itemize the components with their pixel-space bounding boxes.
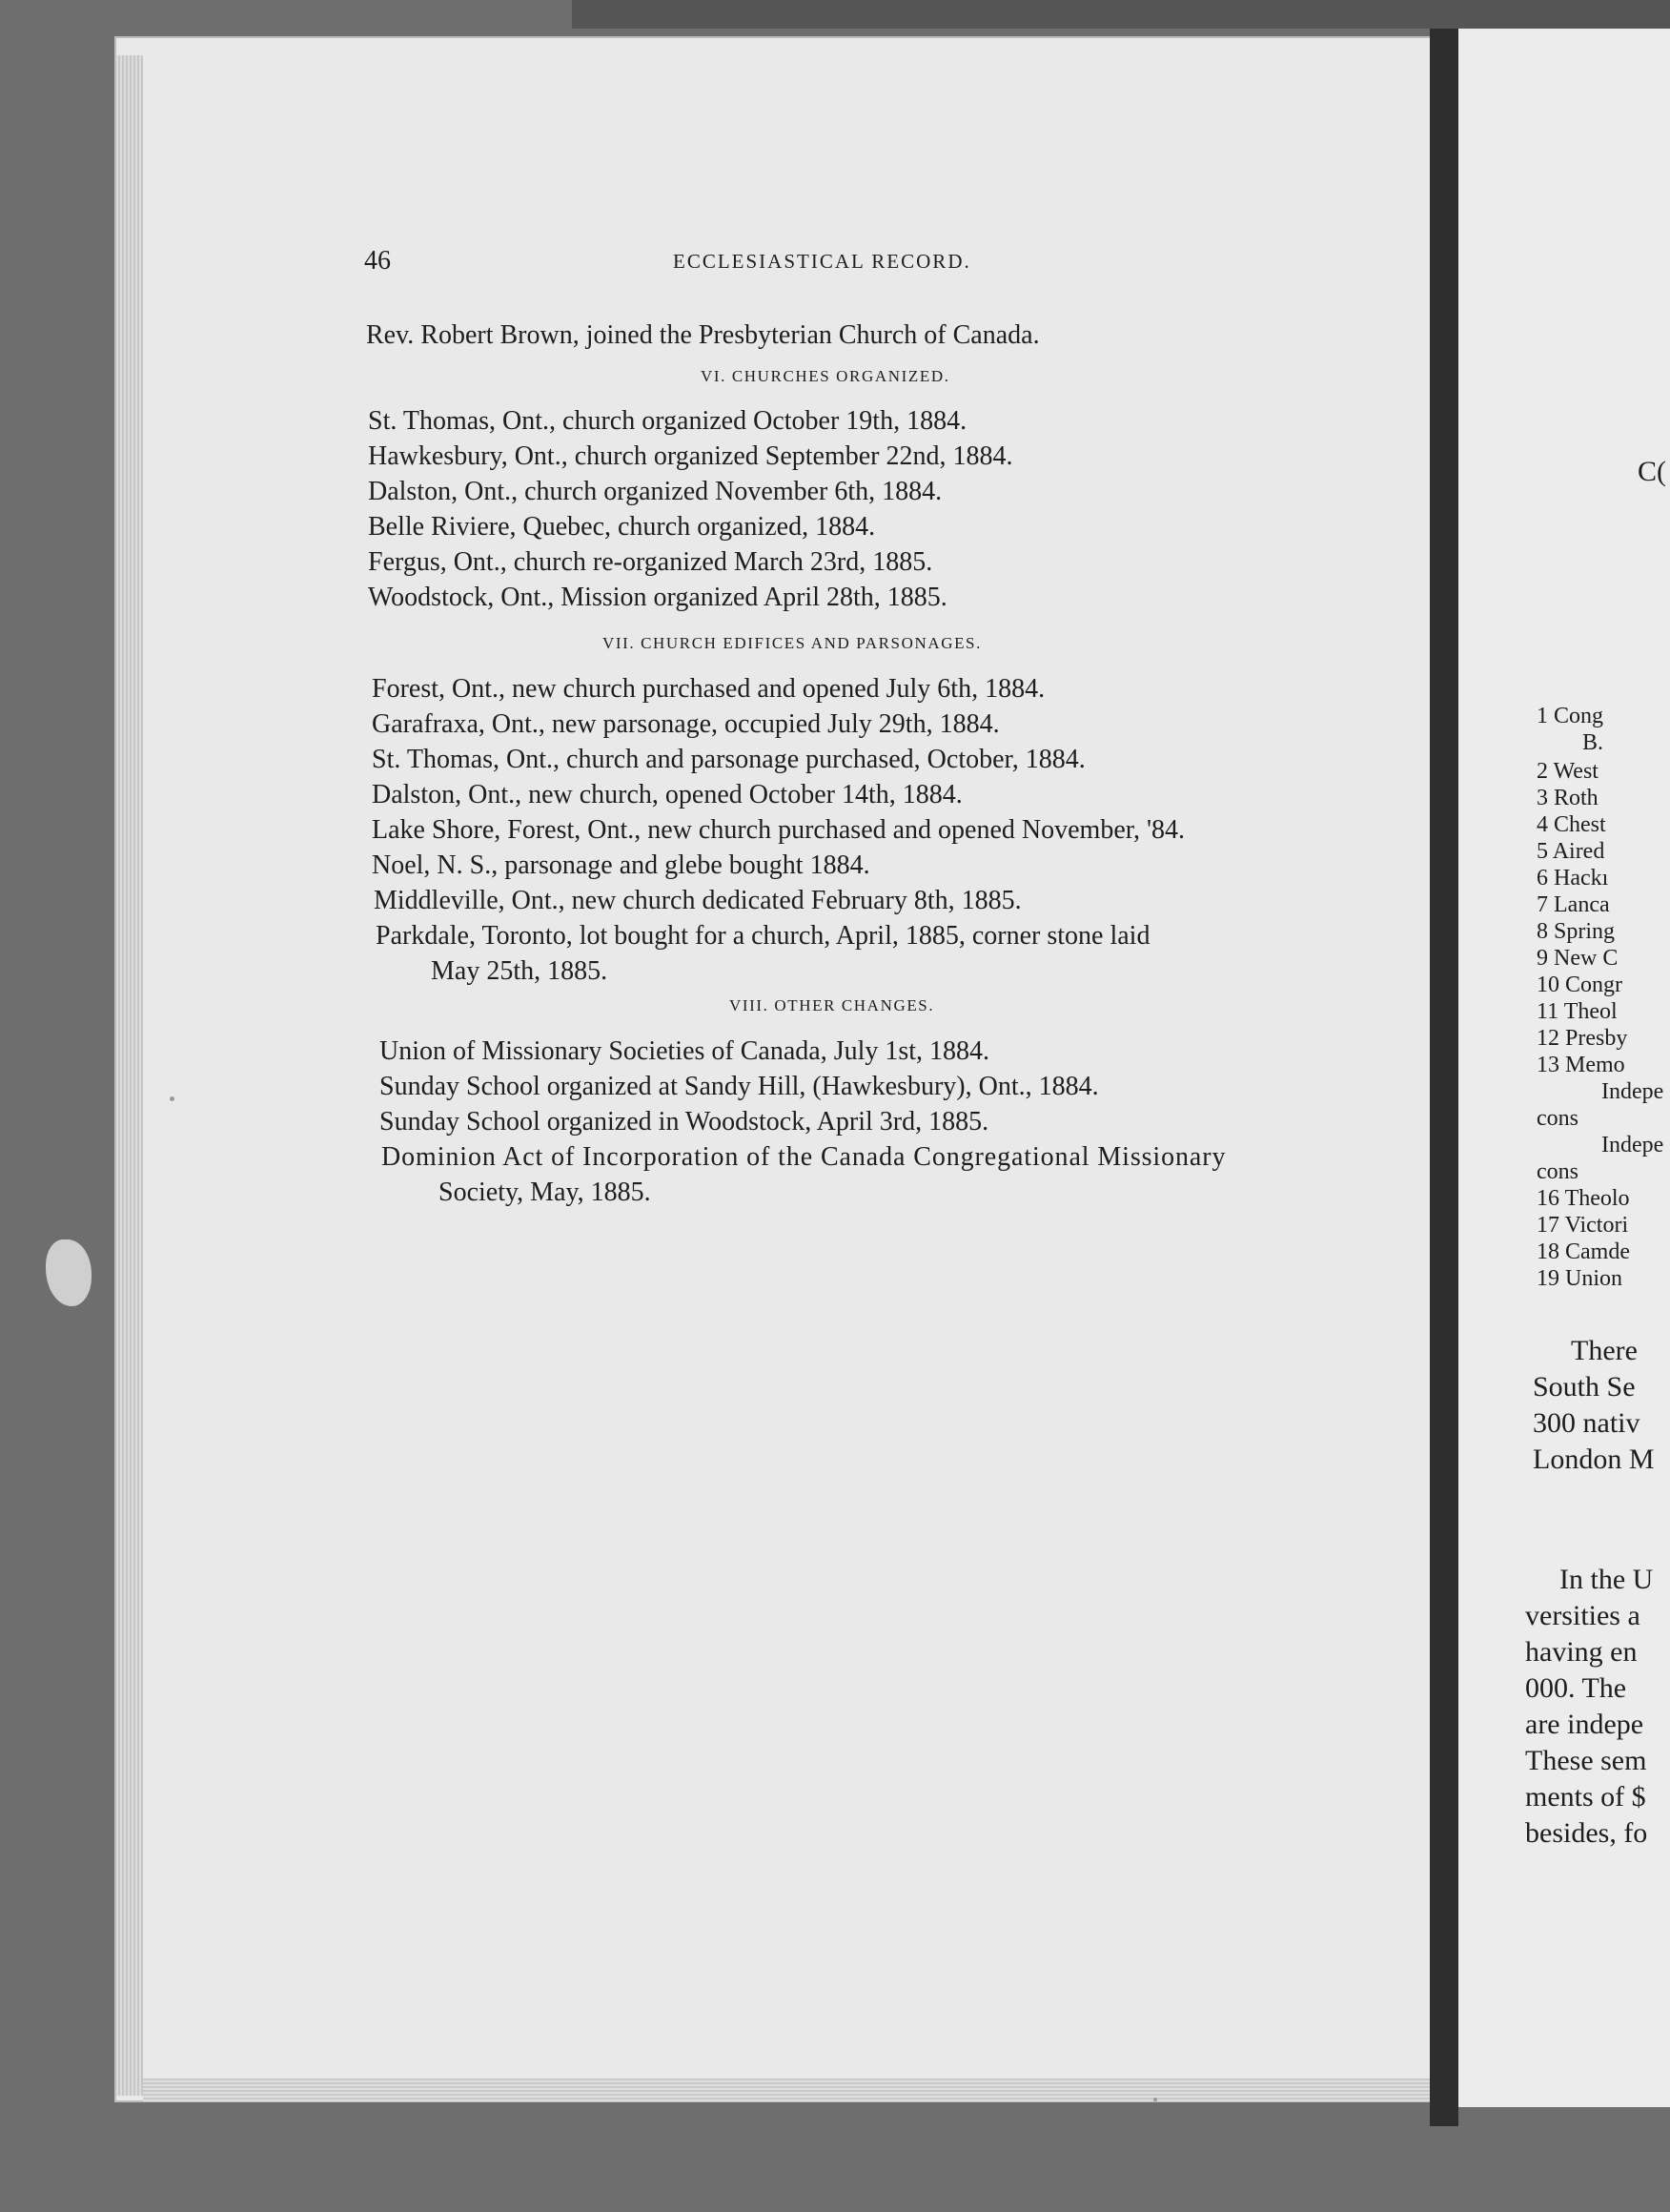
list-number: 4 bbox=[1537, 812, 1548, 837]
scan-top-shadow bbox=[572, 0, 1670, 29]
dust-speck bbox=[1153, 2098, 1157, 2101]
right-list-item bbox=[1537, 1186, 1630, 1212]
list-text: Memo bbox=[1565, 1053, 1625, 1077]
right-list-item bbox=[1537, 1239, 1630, 1265]
left-page-stacked-edges bbox=[116, 55, 143, 2096]
list-item-continuation: Society, May, 1885. bbox=[438, 1178, 651, 1207]
right-paragraph-line: versities a bbox=[1525, 1600, 1640, 1631]
list-text: Indepe bbox=[1601, 1133, 1664, 1157]
right-paragraph-line: 000. The bbox=[1525, 1672, 1627, 1704]
right-list-item bbox=[1537, 892, 1610, 918]
right-list-item bbox=[1537, 812, 1606, 838]
right-paragraph-line: are indepe bbox=[1525, 1709, 1644, 1740]
right-list-item bbox=[1537, 1106, 1578, 1132]
right-paragraph-line: In the U bbox=[1559, 1564, 1654, 1595]
list-text: Spring bbox=[1554, 919, 1616, 944]
right-paragraph-line: 300 nativ bbox=[1533, 1407, 1640, 1439]
right-paragraph-line: besides, fo bbox=[1525, 1817, 1648, 1849]
right-list-item bbox=[1537, 1053, 1625, 1078]
list-text: Congr bbox=[1565, 973, 1622, 997]
list-item: Sunday School organized in Woodstock, April 3rd, 1885. bbox=[379, 1107, 989, 1137]
right-list-item bbox=[1601, 1079, 1663, 1105]
list-text: Roth bbox=[1554, 786, 1599, 810]
list-item: Garafraxa, Ont., new parsonage, occupied July 29th, 1884. bbox=[372, 709, 1000, 739]
list-number: 9 bbox=[1537, 946, 1548, 971]
list-text: Lanca bbox=[1554, 892, 1610, 917]
section-heading-viii: VIII. OTHER CHANGES. bbox=[729, 996, 935, 1014]
right-paragraph-line: London M bbox=[1533, 1444, 1655, 1475]
right-list-item bbox=[1537, 839, 1604, 865]
list-text: Union bbox=[1565, 1266, 1622, 1291]
list-number: 8 bbox=[1537, 919, 1548, 944]
right-list-item bbox=[1537, 999, 1618, 1025]
list-item: Hawkesbury, Ont., church organized September 22nd, 1884. bbox=[368, 441, 1013, 471]
list-number: 3 bbox=[1537, 786, 1548, 810]
right-list-item bbox=[1537, 1213, 1628, 1239]
list-number: 12 bbox=[1537, 1026, 1559, 1051]
list-text: Hackı bbox=[1554, 866, 1609, 891]
list-number: 18 bbox=[1537, 1239, 1559, 1264]
list-text: Theol bbox=[1563, 999, 1618, 1024]
list-text: Camde bbox=[1565, 1239, 1630, 1264]
list-item: Forest, Ont., new church purchased and opened July 6th, 1884. bbox=[372, 674, 1046, 704]
list-text: Cong bbox=[1554, 704, 1604, 728]
list-number: 16 bbox=[1537, 1186, 1559, 1211]
right-list-item bbox=[1537, 1159, 1578, 1185]
section-heading-vii: VII. CHURCH EDIFICES AND PARSONAGES. bbox=[602, 634, 982, 652]
list-text: B. bbox=[1582, 730, 1604, 755]
list-text: cons bbox=[1537, 1106, 1578, 1131]
list-item: Union of Missionary Societies of Canada, July 1st, 1884. bbox=[379, 1036, 990, 1066]
list-number: 13 bbox=[1537, 1053, 1559, 1077]
right-paragraph-line: having en bbox=[1525, 1636, 1638, 1668]
list-text: Theolo bbox=[1564, 1186, 1630, 1211]
list-number: 6 bbox=[1537, 866, 1548, 891]
right-list-item bbox=[1537, 866, 1608, 891]
list-item: St. Thomas, Ont., church and parsonage purchased, October, 1884. bbox=[372, 745, 1086, 774]
list-number: 19 bbox=[1537, 1266, 1559, 1291]
list-item: Middleville, Ont., new church dedicated February 8th, 1885. bbox=[374, 886, 1022, 915]
list-item: Dominion Act of Incorporation of the Canada Congregational Missionary bbox=[381, 1142, 1227, 1172]
list-item: Lake Shore, Forest, Ont., new church purchased and opened November, '84. bbox=[372, 815, 1186, 845]
right-list-item bbox=[1537, 1026, 1627, 1052]
list-number: 17 bbox=[1537, 1213, 1559, 1238]
page-number: 46 bbox=[364, 246, 391, 276]
right-list-item bbox=[1537, 759, 1599, 785]
list-item: Noel, N. S., parsonage and glebe bought 1884. bbox=[372, 850, 870, 880]
right-heading-fragment: C( bbox=[1638, 456, 1666, 487]
right-list-item bbox=[1582, 730, 1603, 756]
list-item: Sunday School organized at Sandy Hill, (Hawkesbury), Ont., 1884. bbox=[379, 1072, 1099, 1101]
list-text: Aired bbox=[1552, 839, 1605, 864]
running-head: ECCLESIASTICAL RECORD. bbox=[673, 250, 971, 273]
list-item: Woodstock, Ont., Mission organized April 28th, 1885. bbox=[368, 583, 947, 612]
section-heading-vi: VI. CHURCHES ORGANIZED. bbox=[701, 367, 950, 385]
list-item: Dalston, Ont., new church, opened October 14th, 1884. bbox=[372, 780, 963, 809]
list-number: 1 bbox=[1537, 704, 1548, 728]
book-gutter bbox=[1430, 29, 1458, 2126]
list-text: Presby bbox=[1565, 1026, 1628, 1051]
list-text: Victori bbox=[1564, 1213, 1629, 1238]
list-number: 5 bbox=[1537, 839, 1548, 864]
list-item: Belle Riviere, Quebec, church organized, 1884. bbox=[368, 512, 876, 542]
right-list-item bbox=[1601, 1133, 1663, 1158]
right-list-item bbox=[1537, 786, 1599, 811]
list-text: New C bbox=[1554, 946, 1619, 971]
list-item: Parkdale, Toronto, lot bought for a church, April, 1885, corner stone laid bbox=[376, 921, 1151, 951]
right-paragraph-line: There bbox=[1571, 1335, 1638, 1366]
right-list-item bbox=[1537, 946, 1618, 972]
right-paragraph-line: These sem bbox=[1525, 1745, 1647, 1776]
right-list-item bbox=[1537, 973, 1622, 998]
list-number: 10 bbox=[1537, 973, 1559, 997]
right-list-item bbox=[1537, 704, 1603, 729]
list-number: 2 bbox=[1537, 759, 1548, 784]
list-item-continuation: May 25th, 1885. bbox=[431, 956, 608, 986]
left-page-bottom-edges bbox=[143, 2079, 1430, 2101]
list-item: St. Thomas, Ont., church organized October 19th, 1884. bbox=[368, 406, 967, 436]
intro-line: Rev. Robert Brown, joined the Presbyterian Church of Canada. bbox=[366, 320, 1040, 350]
right-list-item bbox=[1537, 1266, 1622, 1292]
list-text: cons bbox=[1537, 1159, 1578, 1184]
right-paragraph-line: ments of $ bbox=[1525, 1781, 1646, 1813]
list-number: 11 bbox=[1537, 999, 1559, 1024]
dust-speck bbox=[170, 1096, 174, 1101]
right-paragraph-line: South Se bbox=[1533, 1371, 1636, 1403]
right-list-item bbox=[1537, 919, 1615, 945]
list-number: 7 bbox=[1537, 892, 1548, 917]
list-text: West bbox=[1553, 759, 1599, 784]
list-text: Indepe bbox=[1601, 1079, 1664, 1104]
list-item: Dalston, Ont., church organized November 6th, 1884. bbox=[368, 477, 943, 506]
list-text: Chest bbox=[1554, 812, 1606, 837]
list-item: Fergus, Ont., church re-organized March 23rd, 1885. bbox=[368, 547, 933, 577]
